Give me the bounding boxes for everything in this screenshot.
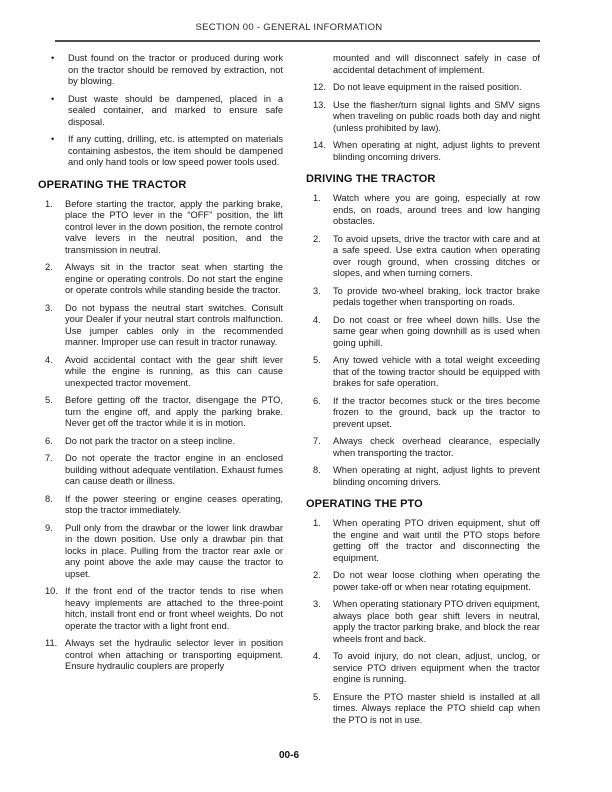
section-heading-operating-the-pto: OPERATING THE PTO: [306, 498, 423, 510]
item-text: To avoid upsets, drive the tractor with care and at a safe speed. Use extra caution when operating over rough ground, when crossing ditches or slopes, and when turning corners.: [333, 233, 540, 278]
item-number: 8.: [45, 493, 53, 504]
numbered-item: [306, 692, 540, 727]
numbered-item: [38, 303, 283, 349]
item-number: 1.: [313, 193, 321, 203]
item-number: 5.: [45, 395, 53, 405]
item-number: 13.: [313, 99, 326, 110]
item-number: 7.: [45, 453, 53, 463]
item-number: 12.: [313, 82, 326, 92]
item-number: 2.: [313, 233, 321, 244]
numbered-item: [306, 465, 540, 488]
item-number: 14.: [313, 140, 326, 150]
page-content: [38, 22, 540, 732]
item-number: 6.: [313, 395, 321, 406]
item-text: Do not coast or free wheel down hills. Use the same gear when going downhill as is used when going uphill.: [333, 314, 540, 348]
item-text: Any towed vehicle with a total weight exceeding that of the towing tractor should be equipped with brakes for safe operation.: [333, 355, 540, 388]
item-text: To provide two-wheel braking, lock tractor brake pedals together when transporting on roads.: [333, 285, 540, 307]
numbered-item: [306, 286, 540, 309]
item-text: To avoid injury, do not clean, adjust, unclog, or service PTO driven equipment when the tractor engine is running.: [333, 651, 540, 684]
item-number: 6.: [45, 435, 53, 446]
item-number: 11.: [45, 638, 58, 648]
numbered-item: [306, 82, 540, 94]
item-text: If the power steering or engine ceases operating, stop the tractor immediately.: [65, 493, 283, 515]
numbered-item: [306, 599, 540, 645]
bullet-marker: •: [51, 53, 55, 63]
numbered-item: [38, 436, 283, 448]
bullet-text: If any cutting, drilling, etc. is attempted on materials containing asbestos, the item should be dampened and only hand tools or low speed power tools used.: [68, 134, 283, 167]
item-text: Do not park the tractor on a steep incline.: [65, 435, 236, 446]
item-text: Use the flasher/turn signal lights and SMV signs when traveling on public roads both day and night (unless prohibited by law).: [333, 99, 540, 133]
item-text: When operating PTO driven equipment, shut off the engine and wait until the PTO stops before getting off the tractor and disconnecting the equipment.: [333, 518, 540, 563]
item-number: 4.: [313, 651, 321, 661]
item-text: Before getting off the tractor, disengage the PTO, turn the engine off, and apply the parking brake. Never get off the tractor while it is in motion.: [65, 395, 283, 428]
bullet-item: [38, 134, 283, 169]
item-text: Pull only from the drawbar or the lower link drawbar in the down position. Use only a drawbar pin that locks in place. Pulling from the tractor rear axle or any point above the axle may cause the tractor to upset.: [65, 522, 283, 579]
item-number: 5.: [313, 691, 321, 702]
item-text: Do not operate the tractor engine in an enclosed building without adequate ventilation. Exhaust fumes can cause death or illness.: [65, 453, 283, 486]
numbered-item: [306, 140, 540, 163]
item-number: 4.: [45, 354, 53, 365]
numbered-item: [306, 396, 540, 431]
section-heading-driving-the-tractor: DRIVING THE TRACTOR: [306, 173, 436, 185]
page-number: 00-6: [278, 750, 299, 761]
numbered-item: [38, 262, 283, 297]
numbered-item: [38, 395, 283, 430]
item-number: 8.: [313, 465, 321, 475]
item-number: 4.: [313, 314, 321, 325]
item-text: If the front end of the tractor tends to rise when heavy implements are attached to the three-point hitch, install front end or front wheel weights. Do not operate the tractor with a light front end.: [65, 586, 283, 631]
item-number: 2.: [45, 262, 53, 272]
item-number: 3.: [313, 285, 321, 296]
item-number: 5.: [313, 355, 321, 365]
item-text: Always check overhead clearance, especially when transporting the tractor.: [333, 436, 540, 458]
item-text: Ensure the PTO master shield is installed at all times. Always replace the PTO shield cap when the PTO is not in use.: [333, 691, 540, 725]
item-number: 3.: [313, 599, 321, 609]
bullet-item: [38, 53, 283, 88]
right-column: [306, 53, 540, 732]
numbered-item: [306, 651, 540, 686]
item-number: 9.: [45, 522, 53, 533]
numbered-item: [306, 193, 540, 228]
item-number: 3.: [45, 302, 53, 313]
header-rule: [55, 40, 540, 42]
numbered-item: [38, 453, 283, 488]
item-text: Always set the hydraulic selector lever in position control when attaching or transporting equipment. Ensure hydraulic couplers are properly: [65, 638, 283, 671]
item-text: When operating at night, adjust lights to prevent blinding oncoming drivers.: [333, 465, 540, 487]
item-number: 10.: [45, 586, 58, 596]
continuation-text: mounted and will disconnect safely in case of accidental detachment of implement.: [333, 53, 540, 75]
left-column: [38, 53, 283, 732]
item-number: 7.: [313, 436, 321, 446]
bullet-text: Dust found on the tractor or produced during work on the tractor should be removed by extraction, not by blowing.: [68, 53, 283, 86]
numbered-item: [306, 234, 540, 280]
numbered-item: [306, 355, 540, 390]
numbered-item: [306, 100, 540, 135]
bullet-marker: •: [51, 93, 55, 104]
bullet-item: [38, 94, 283, 129]
numbered-item: [306, 315, 540, 350]
numbered-item: [38, 638, 283, 673]
numbered-item: [38, 199, 283, 257]
numbered-item: [38, 355, 283, 390]
item-text: If the tractor becomes stuck or the tires become frozen to the ground, back up the tractor to prevent upset.: [333, 395, 540, 429]
page-header-title: SECTION 00 - GENERAL INFORMATION: [195, 22, 383, 33]
item-text: Do not wear loose clothing when operating the power take-off or when near rotating equipment.: [333, 570, 540, 592]
numbered-item: [306, 518, 540, 564]
item-text: Watch where you are going, especially at row ends, on roads, around trees and low hanging obstacles.: [333, 193, 540, 226]
numbered-item: [306, 436, 540, 459]
item-number: 1.: [313, 518, 321, 528]
item-text: Do not leave equipment in the raised position.: [333, 82, 522, 92]
bullet-marker: •: [51, 134, 55, 144]
bullet-text: Dust waste should be dampened, placed in a sealed container, and marked to ensure safe disposal.: [68, 93, 283, 127]
numbered-item: [38, 586, 283, 632]
section-heading-operating-the-tractor: OPERATING THE TRACTOR: [38, 178, 187, 191]
item-text: When operating at night, adjust lights to prevent blinding oncoming drivers.: [333, 140, 540, 162]
numbered-item: [38, 523, 283, 581]
numbered-item: [306, 570, 540, 593]
numbered-item: [38, 494, 283, 517]
item-number: 2.: [313, 570, 321, 580]
item-text: Do not bypass the neutral start switches. Consult your Dealer if your neutral start controls malfunction. Use jumper cables only in the recommended manner. Improper use can result in tractor runaway.: [65, 302, 283, 347]
item-text: Avoid accidental contact with the gear shift lever while the engine is running, as this can cause unexpected tractor movement.: [65, 354, 283, 388]
item-text: When operating stationary PTO driven equipment, always place both gear shift levers in neutral, apply the tractor parking brake, and block the rear wheels front and back.: [333, 599, 540, 644]
two-column-body: [38, 53, 540, 732]
item-text: Always sit in the tractor seat when starting the engine or operating controls. Do not start the engine or operate controls while standing beside the tractor.: [65, 262, 283, 295]
item-number: 1.: [45, 198, 53, 209]
item-text: Before starting the tractor, apply the parking brake, place the PTO lever in the “OFF” position, the lift control lever in the down position, the remote control valve levers in the neutral position, and the transmission in neutral.: [65, 198, 283, 255]
